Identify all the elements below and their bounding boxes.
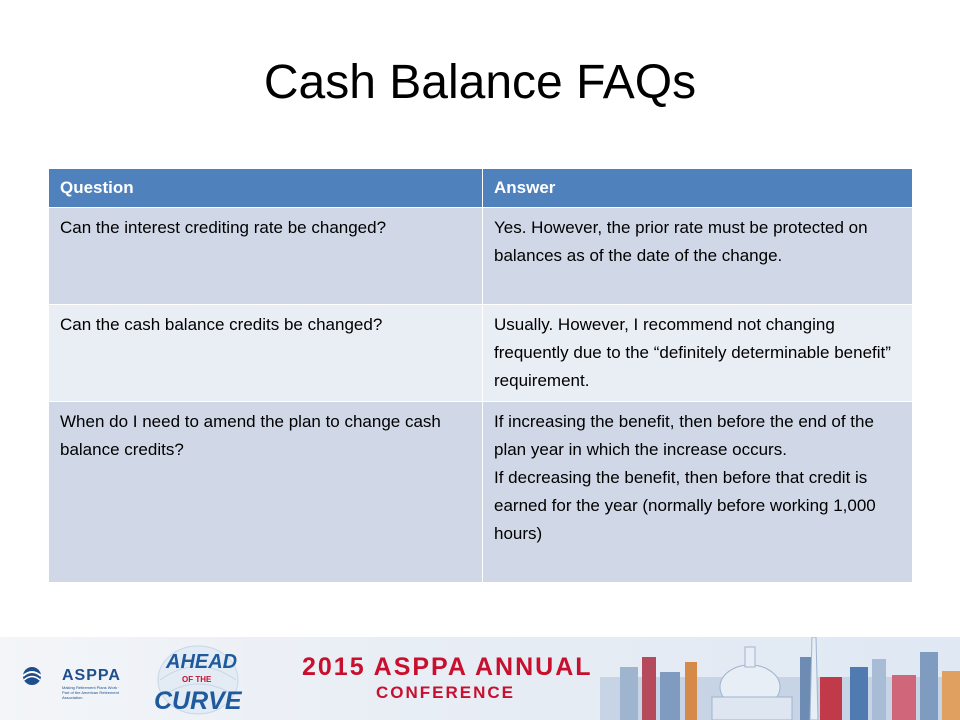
question-cell: When do I need to amend the plan to change cash balance credits? [49, 402, 483, 583]
conference-title: 2015 ASPPA ANNUAL [302, 653, 593, 681]
table-row [49, 208, 913, 305]
globe-icon [22, 665, 42, 687]
question-cell: Can the cash balance credits be changed? [49, 305, 483, 402]
conference-banner [0, 637, 960, 720]
answer-cell [483, 305, 913, 402]
ahead-word: AHEAD [166, 651, 238, 673]
answer-paragraph: Yes. However, the prior rate must be protected on balances as of the date of the change. [494, 218, 868, 265]
curve-word: CURVE [154, 687, 242, 715]
asppa-wordmark: ASPPA [62, 667, 121, 684]
slide-title: Cash Balance FAQs [263, 56, 697, 109]
answer-paragraph: If decreasing the benefit, then before that credit is earned for the year (normally before working 1,000 hours) [494, 468, 876, 543]
table-row [49, 402, 913, 583]
faq-table [48, 168, 913, 583]
column-header-question: Question [49, 169, 483, 208]
conference-subtitle: CONFERENCE [376, 683, 516, 702]
answer-cell [483, 208, 913, 305]
asppa-tagline: Making Retirement Plans Work · Part of the American Retirement Association [62, 685, 120, 700]
city-skyline-illustration [600, 637, 960, 720]
answer-paragraph: Usually. However, I recommend not changing frequently due to the “definitely determinable benefit” requirement. [494, 315, 891, 390]
question-cell: Can the interest crediting rate be changed? [49, 208, 483, 305]
table-row [49, 305, 913, 402]
table-header-row [49, 169, 913, 208]
ahead-of-the-curve-logo [150, 643, 245, 717]
answer-paragraph: If increasing the benefit, then before the end of the plan year in which the increase occurs. [494, 412, 874, 459]
column-header-answer: Answer [483, 169, 913, 208]
of-the-word: OF THE [182, 675, 212, 684]
asppa-logo [22, 665, 122, 700]
answer-cell [483, 402, 913, 583]
